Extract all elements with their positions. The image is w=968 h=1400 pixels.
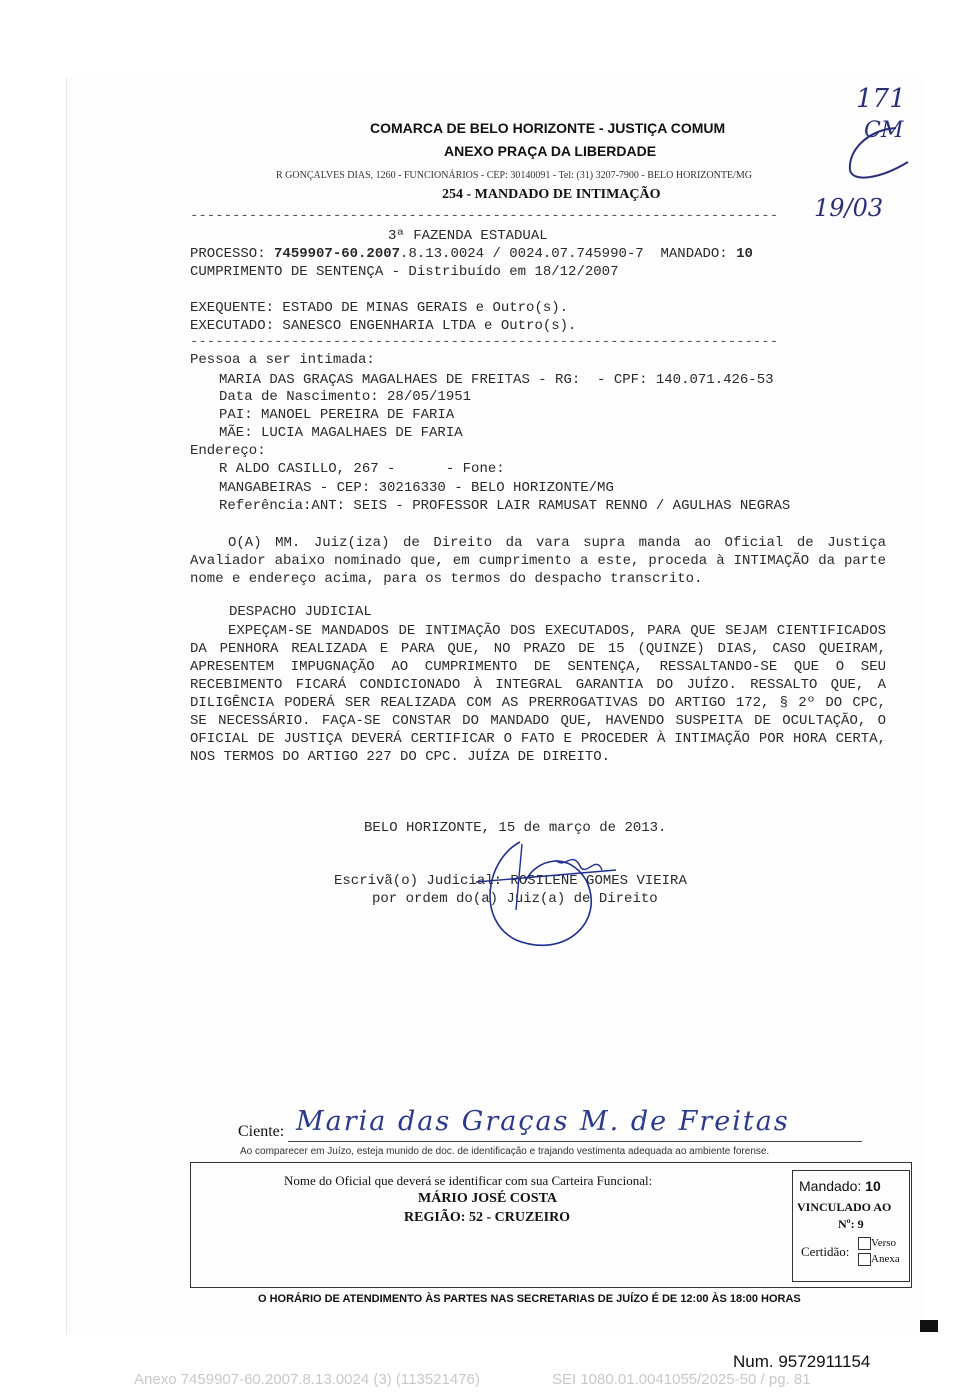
- address-heading: Endereço:: [190, 443, 266, 459]
- sentence-compliance: CUMPRIMENTO DE SENTENÇA - Distribuído em 18/12/2007: [190, 264, 619, 280]
- handwritten-flourish-icon: [838, 120, 918, 190]
- handwritten-page-number: 171: [856, 84, 906, 114]
- scan-edge-mark: [920, 1320, 938, 1332]
- officer-region: REGIÃO: 52 - CRUZEIRO: [404, 1210, 571, 1225]
- verso-label: Verso: [871, 1237, 897, 1250]
- mandate-number-box: 10: [865, 1178, 881, 1194]
- linked-number: Nº: 9: [838, 1217, 864, 1231]
- document-title: 254 - MANDADO DE INTIMAÇÃO: [442, 187, 661, 202]
- office-hours-notice: O HORÁRIO DE ATENDIMENTO ÀS PARTES NAS SECRETARIAS DE JUÍZO É DE 12:00 ÀS 18:00 HORAS: [258, 1293, 801, 1305]
- anexa-checkbox[interactable]: [858, 1253, 871, 1266]
- handwritten-initials: CM: [864, 118, 904, 143]
- person-birth-date: Data de Nascimento: 28/05/1951: [219, 389, 472, 405]
- process-number: [190, 246, 753, 262]
- person-mother: MÃE: LUCIA MAGALHAES DE FARIA: [219, 425, 463, 441]
- anexa-option: [858, 1253, 900, 1266]
- linked-label: VINCULADO AO: [797, 1200, 892, 1214]
- mandate-label-text: Mandado:: [799, 1178, 866, 1194]
- mandate-number: 10: [736, 246, 753, 262]
- separator-line: ----------------------------------------------------------------------: [190, 208, 779, 224]
- clerk-name: Escrivã(o) Judicial: ROSILENE GOMES VIEIRA: [334, 873, 687, 889]
- mandate-label: [799, 1178, 881, 1194]
- separator-line: ----------------------------------------------------------------------: [190, 334, 779, 350]
- court-division: 3ª FAZENDA ESTADUAL: [388, 228, 548, 244]
- defendant: EXECUTADO: SANESCO ENGENHARIA LTDA e Outro(s).: [190, 318, 577, 334]
- address-reference: Referência:ANT: SEIS - PROFESSOR LAIR RAMUSAT RENNO / AGULHAS NEGRAS: [219, 498, 791, 514]
- despacho-text: EXPEÇAM-SE MANDADOS DE INTIMAÇÃO DOS EXECUTADOS, PARA QUE SEJAM CIENTIFICADOS DA PENHORA REALIZADA E PARA QUE, NO PRAZO DE 15 (QUINZE) DIAS, CASO QUEIRAM, APRESENTEM IMPUGNAÇÃO AO CUMPRIMENTO DE SENTENÇA, RESSALTANDO-SE QUE O SEU RECEBIMENTO FICARÁ CONDICIONADO À INTEGRAL GARANTIA DO JUÍZO. RESSALTO QUE, A DILIGÊNCIA PODERÁ SER REALIZADA COM AS PRERROGATIVAS DO ARTIGO 172, § 2º DO CPC, SE NECESSÁRIO. FAÇA-SE CONSTAR DO MANDADO QUE, HAVENDO SUSPEITA DE OCULTAÇÃO, O OFICIAL DE JUSTIÇA DEVERÁ CERTIFICAR O FATO E PROCEDER À INTIMAÇÃO POR HORA CERTA, NOS TERMOS DO ARTIGO 227 DO CPC. JUÍZA DE DIREITO.: [190, 623, 886, 765]
- handwritten-date: 19/03: [814, 194, 884, 222]
- annex-reference: Anexo 7459907-60.2007.8.13.0024 (3) (113521476): [134, 1371, 480, 1388]
- verso-option: [858, 1237, 896, 1250]
- verso-checkbox[interactable]: [858, 1237, 871, 1250]
- certidao-label: Certidão:: [801, 1244, 850, 1259]
- sei-reference: SEI 1080.01.0041055/2025-50 / pg. 81: [552, 1371, 811, 1388]
- annex-name: ANEXO PRAÇA DA LIBERDADE: [444, 143, 657, 159]
- anexa-label: Anexa: [871, 1253, 900, 1266]
- officer-name: MÁRIO JOSÉ COSTA: [418, 1191, 557, 1206]
- officer-intro: Nome do Oficial que deverá se identificar com sua Carteira Funcional:: [284, 1173, 653, 1188]
- document-number: Num. 9572911154: [733, 1352, 871, 1371]
- person-father: PAI: MANOEL PEREIRA DE FARIA: [219, 407, 455, 423]
- process-number-rest: .8.13.0024 / 0024.07.745990-7 MANDADO:: [400, 246, 737, 262]
- person-name-line: MARIA DAS GRAÇAS MAGALHAES DE FREITAS - RG: - CPF: 140.071.426-53: [219, 372, 774, 388]
- court-attire-notice: Ao comparecer em Juízo, esteja munido de doc. de identificação e trajando vestimenta adequada ao ambiente forense.: [240, 1146, 770, 1157]
- order-paragraph: O(A) MM. Juiz(iza) de Direito da vara supra manda ao Oficial de Justiça Avaliador abaixo nominado que, em cumprimento a este, proceda à INTIMAÇÃO da parte nome e endereço acima, para os termos do despacho transcrito.: [190, 535, 886, 587]
- process-label: PROCESSO:: [190, 246, 275, 262]
- ciente-signature: Maria das Graças M. de Freitas: [296, 1106, 790, 1137]
- plaintiff: EXEQUENTE: ESTADO DE MINAS GERAIS e Outro(s).: [190, 300, 569, 316]
- person-heading: Pessoa a ser intimada:: [190, 352, 375, 368]
- place-and-date: BELO HORIZONTE, 15 de março de 2013.: [364, 820, 667, 836]
- clerk-signature-icon: [456, 830, 636, 980]
- process-number-bold: 7459907-60.2007: [274, 246, 401, 262]
- address-district: MANGABEIRAS - CEP: 30216330 - BELO HORIZONTE/MG: [219, 480, 614, 496]
- ciente-label: Ciente:: [238, 1123, 285, 1140]
- court-name: COMARCA DE BELO HORIZONTE - JUSTIÇA COMUM: [370, 120, 726, 136]
- address-street: R ALDO CASILLO, 267 - - Fone:: [219, 461, 505, 477]
- despacho-heading: DESPACHO JUDICIAL: [229, 604, 372, 620]
- by-order-line: por ordem do(a) Juiz(a) de Direito: [372, 891, 658, 907]
- court-address: R GONÇALVES DIAS, 1260 - FUNCIONÁRIOS - CEP: 30140091 - Tel: (31) 3207-7900 - BELO HORIZONTE/MG: [276, 170, 752, 181]
- signature-line: [288, 1141, 862, 1142]
